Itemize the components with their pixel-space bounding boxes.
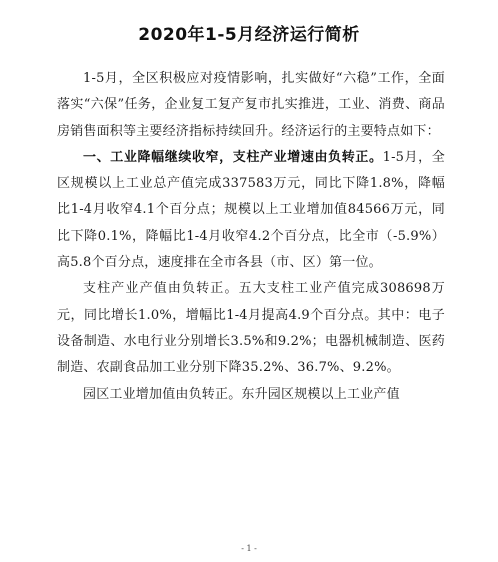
paragraph-text: 园区工业增加值由负转正。东升园区规模以上工业产值: [83, 386, 400, 402]
paragraph-text: 1-5月，全区规模以上工业总产值完成337583万元，同比下降1.8%，降幅比1-4月收窄4.1个百分点；规模以上工业增加值84566万元，同比下降0.1%，降幅比1-4月收窄4.2个百分点，比全市（-5.9%）高5.8个百分点，速度排在全市各县（市、区）第一位。: [57, 149, 445, 271]
paragraph-text: 1-5月，全区积极应对疫情影响，扎实做好“六稳”工作，全面落实“六保”任务，企业复工复产复市扎实推进，工业、消费、商品房销售面积等主要经济指标持续回升。经济运行的主要特点如下：: [57, 71, 445, 139]
paragraph-industry: [57, 145, 445, 276]
paragraph-intro: [57, 66, 445, 145]
document-title: 2020年1-5月经济运行简析: [138, 25, 360, 45]
paragraph-text: 支柱产业产值由负转正。五大支柱工业产值完成308698万元，同比增长1.0%，增幅比1-4月提高4.9个百分点。其中：电子设备制造、水电行业分别增长3.5%和9.2%；电器机械制造、医药制造、农副食品加工业分别下降35.2%、36.7%、9.2%。: [57, 281, 445, 376]
paragraph-industrial-park: [57, 382, 445, 408]
paragraph-pillar-industries: [57, 276, 445, 381]
document-body: [57, 66, 445, 408]
paragraph-lead: 一、工业降幅继续收窄，支柱产业增速由负转正。: [83, 149, 383, 165]
page-number: - 1 -: [241, 544, 257, 553]
